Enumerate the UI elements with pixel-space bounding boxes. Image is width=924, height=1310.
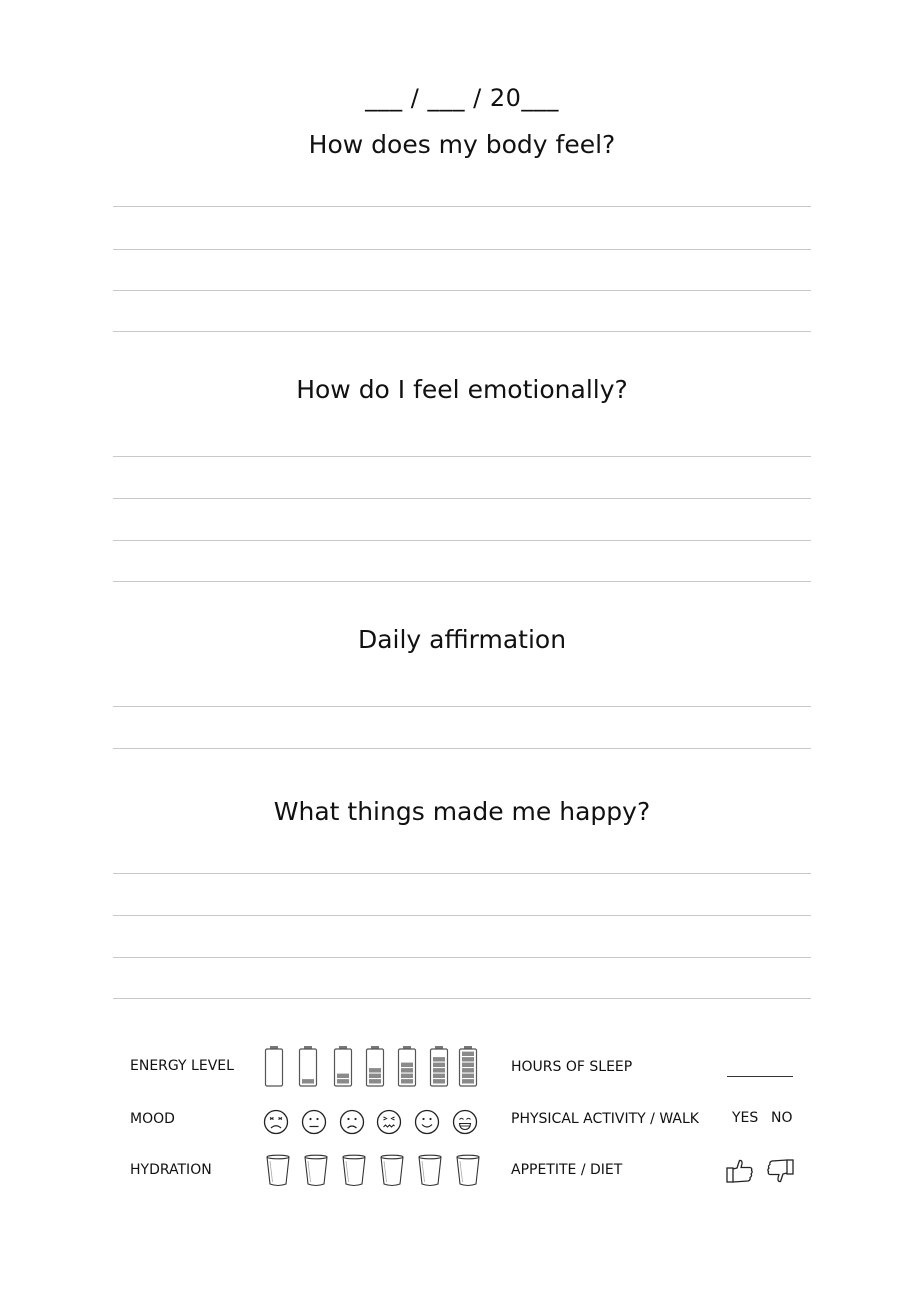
hours-of-sleep-blank[interactable] [727, 1076, 793, 1077]
water-glass-icon[interactable] [265, 1154, 291, 1188]
writing-line[interactable] [113, 706, 811, 707]
writing-line[interactable] [113, 998, 811, 999]
thumbs-down-icon[interactable] [765, 1157, 795, 1185]
appetite-label: APPETITE / DIET [511, 1162, 623, 1178]
water-glass-icon[interactable] [455, 1154, 481, 1188]
section-title-emotions: How do I feel emotionally? [296, 375, 628, 404]
energy-level-label: ENERGY LEVEL [130, 1058, 234, 1074]
upset-face-icon[interactable] [375, 1108, 403, 1136]
writing-line[interactable] [113, 957, 811, 958]
battery-icon[interactable] [397, 1045, 417, 1087]
writing-line[interactable] [113, 873, 811, 874]
hours-of-sleep-label: HOURS OF SLEEP [511, 1059, 633, 1075]
smile-face-icon[interactable] [413, 1108, 441, 1136]
writing-line[interactable] [113, 206, 811, 207]
writing-line[interactable] [113, 331, 811, 332]
battery-icon[interactable] [365, 1045, 385, 1087]
writing-line[interactable] [113, 540, 811, 541]
sad-face-icon[interactable] [338, 1108, 366, 1136]
grin-face-icon[interactable] [451, 1108, 479, 1136]
section-title-affirmation: Daily affirmation [357, 625, 567, 654]
water-glass-icon[interactable] [417, 1154, 443, 1188]
date-line[interactable]: ___ / ___ / 20___ [365, 84, 559, 112]
battery-icon[interactable] [429, 1045, 449, 1087]
writing-line[interactable] [113, 249, 811, 250]
writing-line[interactable] [113, 748, 811, 749]
writing-line[interactable] [113, 290, 811, 291]
section-title-body: How does my body feel? [308, 130, 616, 159]
neutral-face-icon[interactable] [300, 1108, 328, 1136]
mood-label: MOOD [130, 1111, 175, 1127]
angry-face-icon[interactable] [262, 1108, 290, 1136]
water-glass-icon[interactable] [303, 1154, 329, 1188]
writing-line[interactable] [113, 915, 811, 916]
physical-activity-label: PHYSICAL ACTIVITY / WALK [511, 1111, 699, 1127]
water-glass-icon[interactable] [379, 1154, 405, 1188]
activity-no-option[interactable]: NO [771, 1110, 793, 1126]
thumbs-up-icon[interactable] [725, 1157, 755, 1185]
battery-icon[interactable] [298, 1045, 318, 1087]
writing-line[interactable] [113, 498, 811, 499]
activity-yes-option[interactable]: YES [732, 1110, 759, 1126]
section-title-happy: What things made me happy? [273, 797, 651, 826]
writing-line[interactable] [113, 581, 811, 582]
battery-icon[interactable] [333, 1045, 353, 1087]
writing-line[interactable] [113, 456, 811, 457]
battery-icon[interactable] [458, 1045, 478, 1087]
hydration-label: HYDRATION [130, 1162, 212, 1178]
water-glass-icon[interactable] [341, 1154, 367, 1188]
battery-icon[interactable] [264, 1045, 284, 1087]
